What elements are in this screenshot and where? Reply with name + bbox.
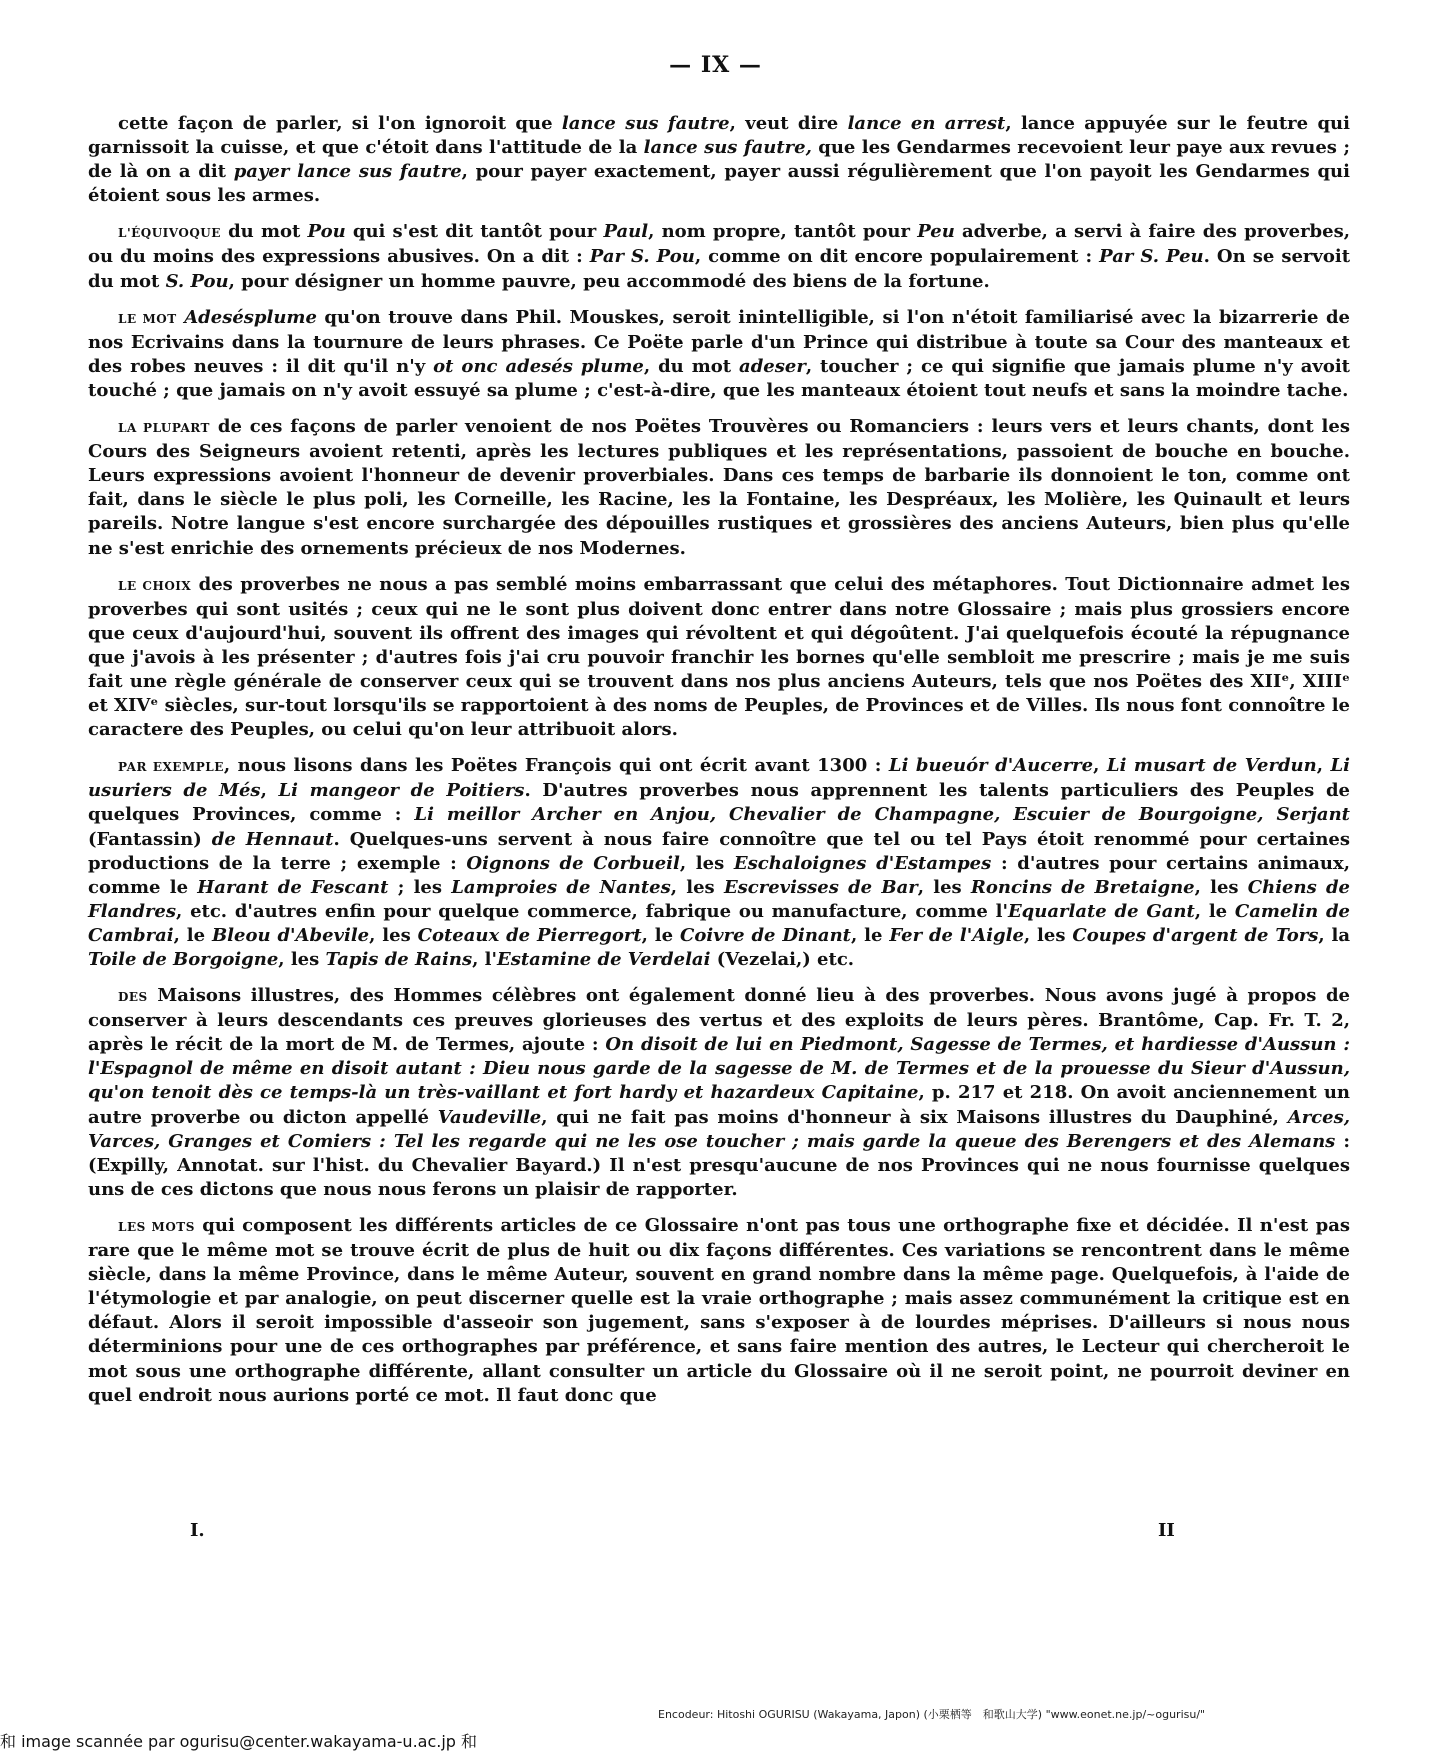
- page-number: — IX —: [669, 52, 762, 78]
- text-run: des proverbes ne nous a pas semblé moins embarrassant que celui des métaphores. Tout Dictionnaire admet les proverbes qui sont usités ; ceux qui ne le sont plus doivent donc entrer dans notre Glossaire ; mais plus grossiers encore que ceux d'aujourd'hui, souvent ils offrent des images qui révoltent et qui dégoûtent. J'ai quelquefois écouté la répugnance que j'avois à les présenter ; d'autres fois j'ai cru pouvoir franchir les bornes qu'elle sembloit me prescrire ; mais je me suis fait une règle générale de conserver ceux qui se trouvent dans nos plus anciens Auteurs, tels que nos Poëtes des XIIᵉ, XIIIᵉ et XIVᵉ siècles, sur-tout lorsqu'ils se rapportoient à des noms de Peuples, de Provinces et de Villes. Ils nous font connoître le caractere des Peuples, ou celui qu'on leur attribuoit alors.: [88, 573, 1350, 741]
- text-run: qu'on trouve dans Phil. Mouskes, seroit inintelligible, si l'on n'étoit familiarisé avec la bizarrerie de nos Ecrivains dans la tournure de leurs phrases. Ce Poëte parle d'un Prince qui distribue à toute sa Cour des manteaux et des robes neuves : il dit qu'il n'y: [88, 306, 1350, 377]
- italic-phrase: Li meillor Archer en Anjou, Chevalier de Champagne, Escuier de Bourgoigne, Serjant: [414, 804, 1350, 826]
- text-run: , les: [679, 852, 734, 874]
- italic-phrase: Tapis de Rains: [325, 949, 473, 970]
- italic-phrase: Harant de Fescant: [197, 876, 389, 898]
- italic-phrase: de Hennaut: [211, 828, 334, 850]
- text-run: , nous lisons dans les Poëtes François qui ont écrit avant 1300 :: [223, 755, 889, 777]
- text-run: , le: [1194, 900, 1235, 922]
- main-text: [88, 112, 1350, 1420]
- italic-phrase: Eschaloignes d'Estampes: [733, 852, 992, 874]
- italic-phrase: Escrevisses de Bar: [723, 876, 918, 898]
- text-run: ,: [1316, 755, 1331, 777]
- paragraph: [88, 112, 1350, 208]
- paragraph: [88, 306, 1350, 403]
- text-run: , les: [1194, 876, 1248, 898]
- italic-phrase: Pou: [307, 221, 346, 243]
- text-run: , les: [670, 876, 724, 898]
- text-run: , veut dire: [729, 113, 848, 134]
- text-run: , le: [850, 924, 890, 946]
- italic-phrase: Adesésplume: [184, 306, 317, 328]
- italic-phrase: Toile de Borgoigne: [88, 949, 279, 970]
- text-run: (Vezelai,) etc.: [710, 949, 855, 970]
- paragraph: [88, 573, 1350, 743]
- paragraph-lead-word: LE CHOIX: [118, 578, 192, 593]
- italic-phrase: Coteaux de Pierregort: [417, 924, 642, 946]
- italic-phrase: Oignons de Corbueil: [466, 852, 680, 874]
- italic-phrase: Li musart de Verdun: [1106, 755, 1317, 777]
- italic-phrase: Par S. Pou: [589, 246, 695, 268]
- paragraph: [88, 1214, 1350, 1408]
- italic-phrase: Chiens de Flandres: [88, 876, 1351, 922]
- italic-phrase: Paul: [603, 221, 649, 243]
- text-run: : (Expilly, Annotat. sur l'hist. du Chevalier Bayard.) Il n'est presqu'aucune de nos Provinces qui ne nous fournisse quelques uns de ces dictons que nous nous ferons un plaisir de rapporter.: [88, 1130, 1350, 1200]
- text-run: , pour payer exactement, payer aussi régulièrement que l'on payoit les Gendarmes qui étoient sous les armes.: [88, 161, 1350, 207]
- text-run: cette façon de parler, si l'on ignoroit que: [118, 113, 562, 134]
- text-run: qui composent les différents articles de ce Glossaire n'ont pas tous une orthographe fixe et décidée. Il n'est pas rare que le même mot se trouve écrit de plus de huit ou dix façons différentes. Ces variations se rencontrent dans le même siècle, dans la même Province, dans le même Auteur, souvent en grand nombre dans la même page. Quelquefois, à l'aide de l'étymologie et par analogie, on peut discerner quelle est la vraie orthographe ; mais assez communément la critique est en défaut. Alors il seroit impossible d'asseoir son jugement, sans s'exposer à de lourdes méprises. D'ailleurs si nous nous déterminions pour une de ces orthographes par préférence, et sans faire mention des autres, le Lecteur qui chercheroit le mot sous une orthographe différente, allant consulter un article du Glossaire où il ne seroit point, ne pourroit deviner en quel endroit nous aurions porté ce mot. Il faut donc que: [88, 1214, 1351, 1406]
- text-run: de ces façons de parler venoient de nos Poëtes Trouvères ou Romanciers : leurs vers et leurs chants, dont les Cours des Seigneurs avoient retenti, après les lectures publiques et les représentations, passoient de bouche en bouche. Leurs expressions avoient l'honneur de devenir proverbiales. Dans ces temps de barbarie ils donnoient le ton, comme ont fait, dans le siècle le plus poli, les Corneille, les Racine, les la Fontaine, les Despréaux, les Molière, les Quinault et leurs pareils. Notre langue s'est encore surchargée des dépouilles rustiques et grossières des anciens Auteurs, bien plus qu'elle ne s'est enrichie des ornements précieux de nos Modernes.: [88, 416, 1350, 559]
- text-run: : d'autres pour certains animaux, comme le: [88, 852, 1351, 898]
- italic-phrase: adeser: [739, 355, 806, 377]
- text-run: (Fantassin): [88, 828, 212, 850]
- italic-phrase: Vaudeville: [437, 1106, 542, 1128]
- text-run: , le: [173, 924, 212, 946]
- italic-phrase: ot onc adesés plume: [433, 355, 644, 377]
- text-run: Maisons illustres, des Hommes célèbres ont également donné lieu à des proverbes. Nous avons jugé à propos de conserver à leurs descendants ces preuves glorieuses des vertus et des exploits de leurs pères. Brantôme, Cap. Fr. T. 2, après le récit de la mort de M. de Termes, ajoute :: [88, 985, 1350, 1056]
- text-run: , les: [1023, 924, 1073, 946]
- text-run: ; les: [388, 876, 452, 898]
- italic-phrase: lance sus fautre: [561, 113, 730, 134]
- text-run: ,: [260, 780, 279, 802]
- text-run: , le: [641, 924, 680, 946]
- paragraph-lead-word: DES: [118, 990, 148, 1005]
- italic-phrase: payer lance sus fautre: [233, 161, 462, 183]
- text-run: adverbe, a servi à faire des proverbes, ou du moins des expressions abusives. On a dit :: [88, 221, 1350, 268]
- paragraph-lead-word: LA PLUPART: [118, 421, 210, 436]
- italic-phrase: Li usuriers de Més: [88, 755, 1350, 802]
- encoder-credit: Encodeur: Hitoshi OGURISU (Wakayama, Japon) (小栗栖等 和歌山大学) "www.eonet.ne.jp/~ogurisu/": [658, 1708, 1206, 1721]
- paragraph: [88, 220, 1350, 293]
- text-run: , du mot: [643, 355, 740, 377]
- text-run: , les: [369, 924, 418, 946]
- text-run: , comme on dit encore populairement :: [694, 246, 1100, 268]
- italic-phrase: Fer de l'Aigle: [889, 924, 1024, 946]
- text-run: , nom propre, tantôt pour: [648, 221, 918, 243]
- italic-phrase: S. Pou: [165, 270, 229, 292]
- paragraph-lead-word: L'ÉQUIVOQUE: [118, 226, 221, 241]
- signature-mark-left: I.: [190, 1520, 205, 1541]
- paragraph: [88, 415, 1350, 561]
- text-run: . Quelques-uns servent à nous faire connoître que tel ou tel Pays étoit renommé pour certaines productions de la terre ; exemple :: [88, 828, 1350, 874]
- italic-phrase: Li mangeor de Poitiers: [278, 780, 525, 802]
- text-run: , etc. d'autres enfin pour quelque commerce, fabrique ou manufacture, comme l': [176, 900, 1008, 922]
- text-run: du mot: [220, 221, 308, 243]
- text-run: que les Gendarmes recevoient leur paye aux revues ; de là on a dit: [88, 137, 1350, 183]
- paragraph: [88, 984, 1350, 1202]
- text-run: , p. 217 et 218. On avoit anciennement un autre proverbe ou dicton appellé: [88, 1082, 1350, 1128]
- italic-phrase: Par S. Peu: [1099, 246, 1204, 268]
- italic-phrase: Arces, Varces, Granges et Comiers : Tel les regarde qui ne les ose toucher ; mais garde la queue des Berengers et des Alemans: [88, 1106, 1350, 1152]
- text-run: , l': [472, 949, 497, 970]
- scan-credit: 和 image scannée par ogurisu@center.wakayama-u.ac.jp 和: [0, 1732, 478, 1751]
- italic-phrase: On disoit de lui en Piedmont, Sagesse de Termes, et hardiesse d'Aussun : l'Espagnol de même en disoit autant : Dieu nous garde de la sagesse de M. de Termes et de la prouesse du Sieur d'Aussun, qu'on tenoit dès ce temps-là un très-vaillant et fort hardy et hazardeux Capitaine: [88, 1034, 1350, 1104]
- text-run: . On se servoit du mot: [88, 246, 1351, 292]
- text-run: qui s'est dit tantôt pour: [345, 221, 604, 243]
- paragraph: [88, 754, 1350, 972]
- italic-phrase: Coupes d'argent de Tors: [1072, 924, 1319, 946]
- italic-phrase: Lamproies de Nantes: [451, 876, 671, 898]
- paragraph-lead-word: LE MOT: [118, 311, 177, 326]
- text-run: , les: [278, 949, 326, 970]
- text-run: , pour désigner un homme pauvre, peu accommodé des biens de la fortune.: [228, 270, 990, 292]
- italic-phrase: Peu: [917, 221, 955, 243]
- text-run: , la: [1318, 924, 1350, 946]
- italic-phrase: Coivre de Dinant: [680, 924, 851, 946]
- text-run: , lance appuyée sur le feutre qui garnissoit la cuisse, et que c'étoit dans l'attitude de la: [88, 113, 1350, 159]
- text-run: , les: [917, 876, 971, 898]
- text-run: ,: [1093, 755, 1107, 777]
- signature-mark-right: II: [1158, 1520, 1175, 1541]
- italic-phrase: Bleou d'Abevile: [211, 924, 370, 946]
- italic-phrase: Li bueuór d'Aucerre: [888, 755, 1094, 777]
- text-run: , toucher ; ce qui signifie que jamais plume n'y avoit touché ; que jamais on n'y avoit essuyé sa plume ; c'est-à-dire, que les manteaux étoient tout neufs et sans la moindre tache.: [88, 355, 1350, 401]
- italic-phrase: Roncins de Bretaigne: [970, 876, 1195, 898]
- text-run: . D'autres proverbes nous apprennent les talents particuliers des Peuples de quelques Provinces, comme :: [88, 780, 1351, 826]
- italic-phrase: Estamine de Verdelai: [496, 949, 711, 970]
- paragraph-lead-word: PAR EXEMPLE: [118, 760, 224, 775]
- italic-phrase: lance en arrest: [847, 113, 1006, 134]
- italic-phrase: Equarlate de Gant: [1007, 900, 1195, 922]
- text-run: , qui ne fait pas moins d'honneur à six Maisons illustres du Dauphiné,: [541, 1106, 1288, 1128]
- italic-phrase: Camelin de Cambrai: [88, 900, 1350, 946]
- paragraph-lead-word: LES MOTS: [118, 1219, 195, 1234]
- italic-phrase: lance sus fautre,: [643, 137, 812, 159]
